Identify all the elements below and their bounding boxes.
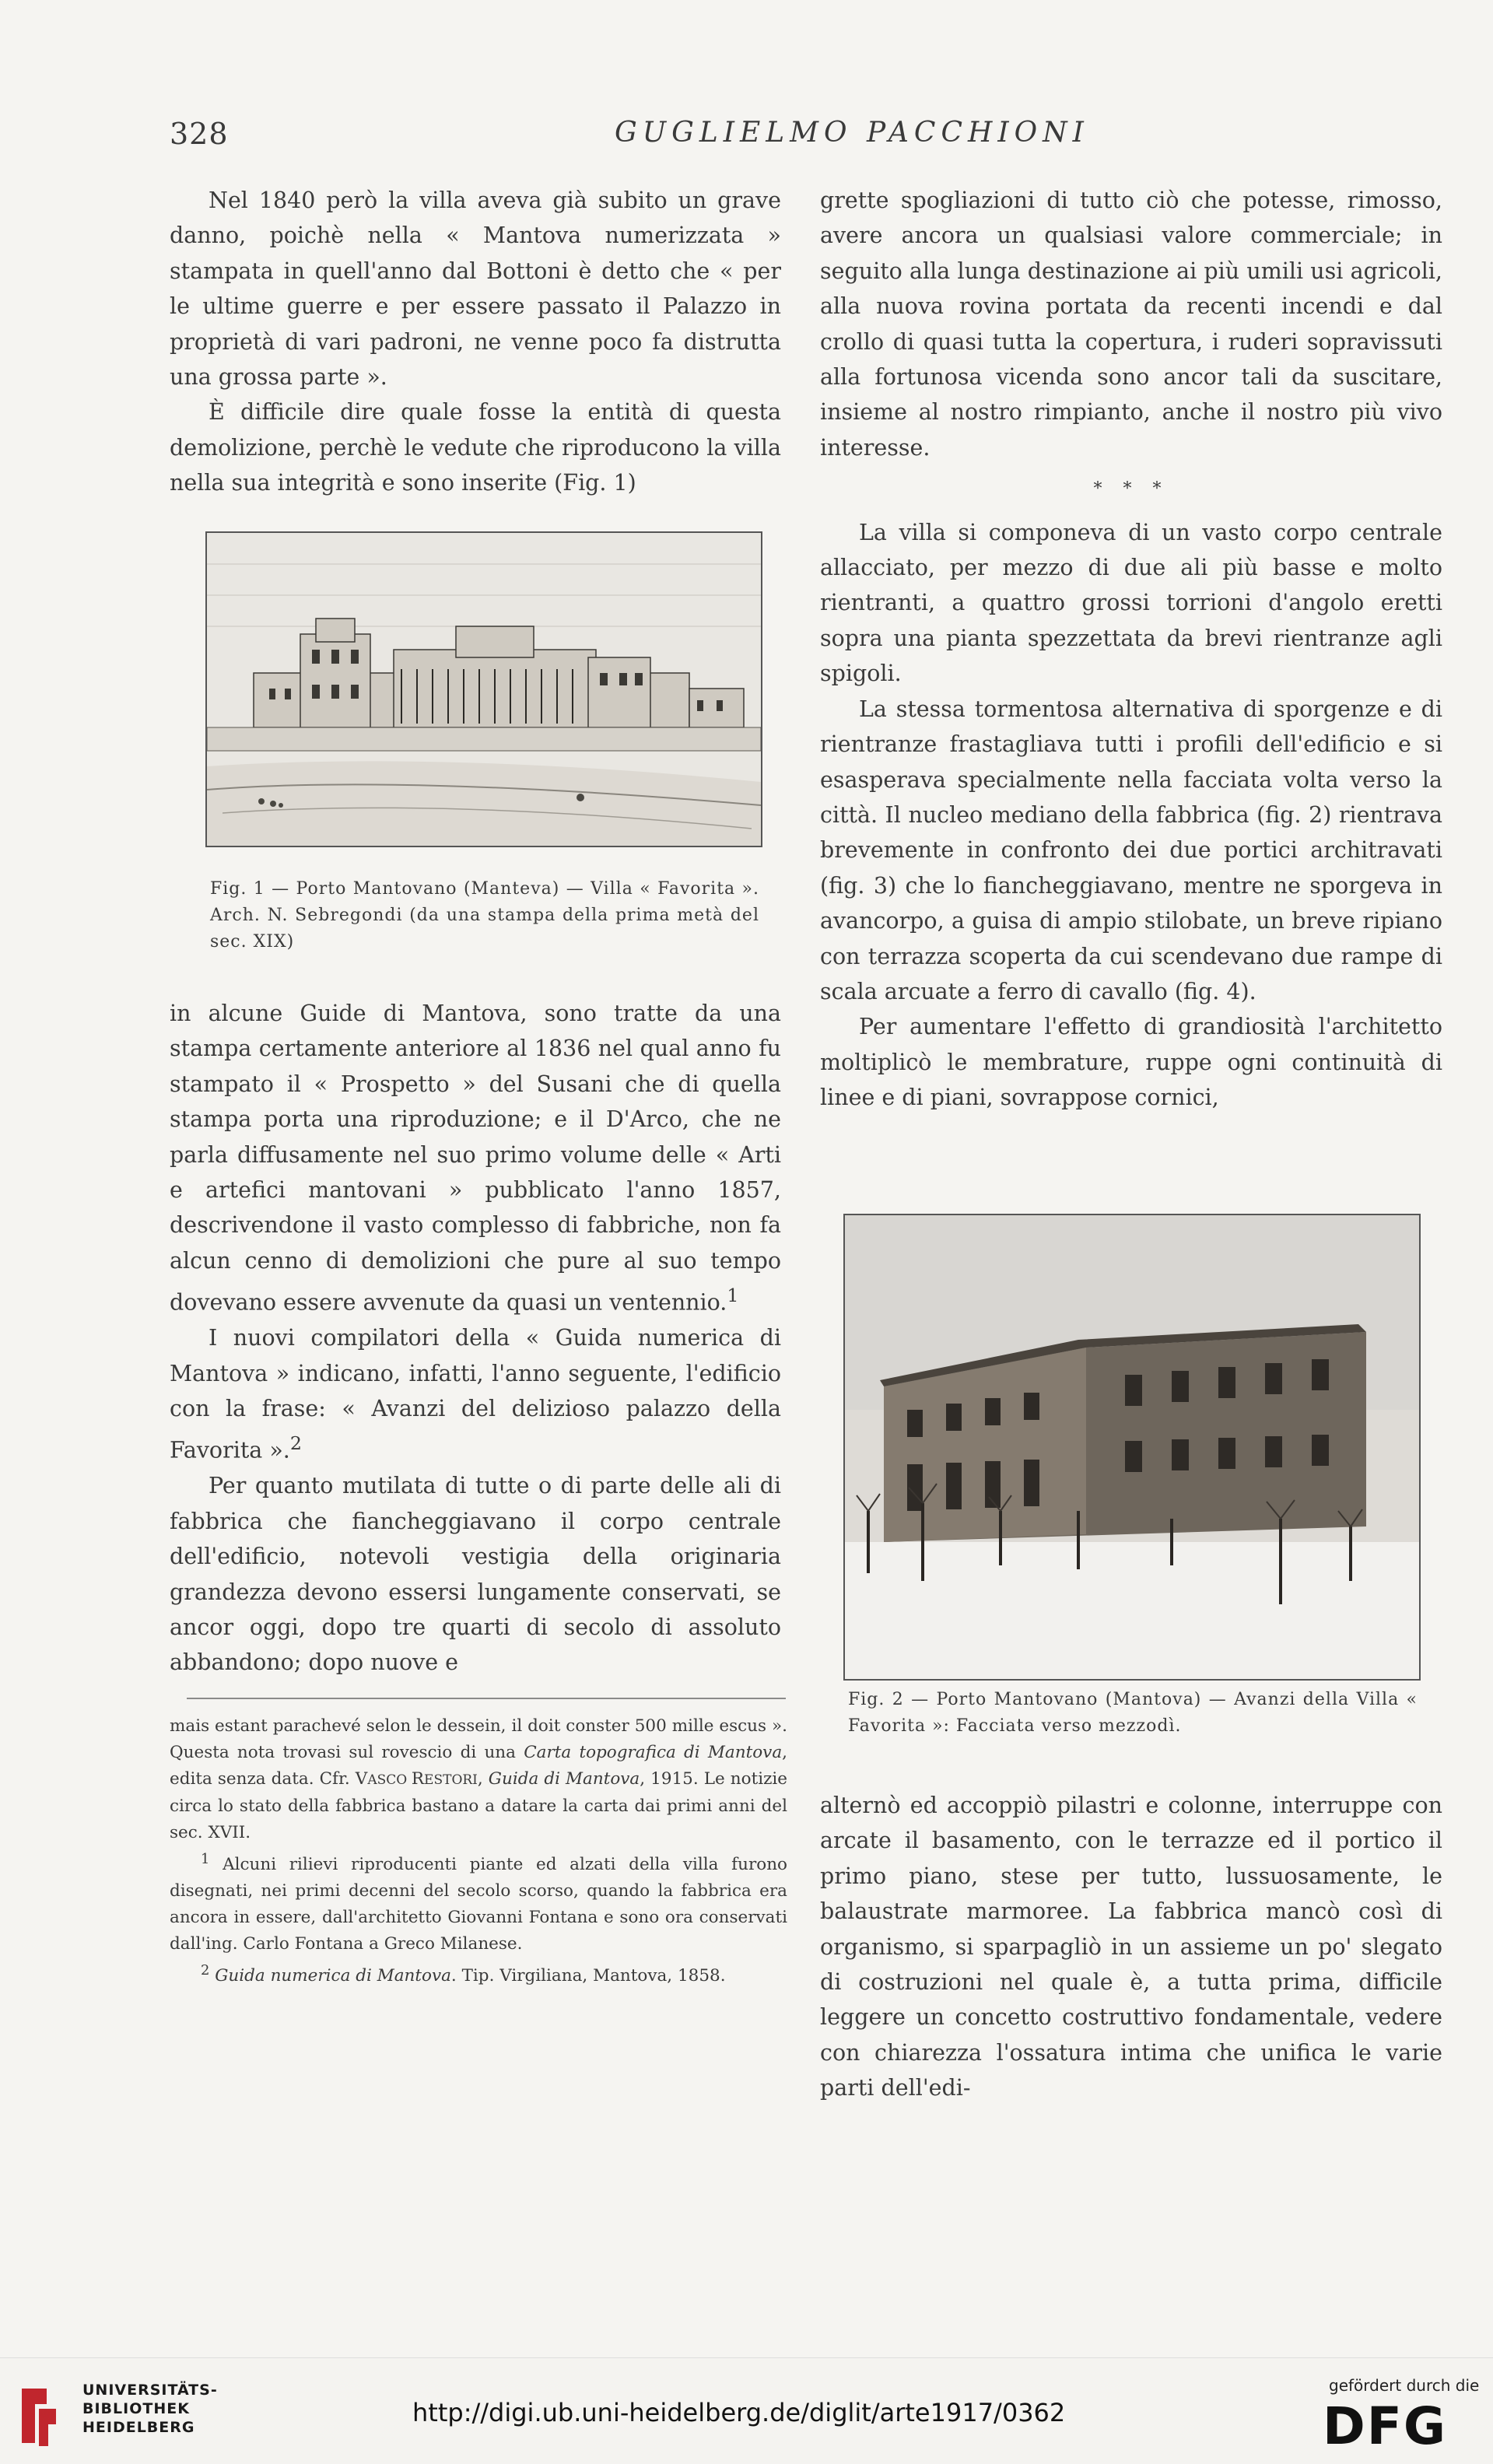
paragraph: La villa si componeva di un vasto corpo centrale allacciato, per mezzo di due ali più basse e molto rientranti, a quattro grossi torrioni d'angolo eretti sopra una pianta spezzettata da brevi rientranze agli spigoli.	[820, 519, 1442, 687]
paragraph: in alcune Guide di Mantova, sono tratte da una stampa certamente anteriore al 1836 nel qual anno fu stampato il « Prospetto » del Susani che di quella stampa porta una riproduzione; e il D'Arco, che ne parla diffusamente nel suo primo volume delle « Arti e artefici mantovani » pubblicato l'anno 1857, descrivendone il vasto complesso di fabbriche, non fa alcun cenno di demolizioni che pure al suo tempo dovevano essere avvenute da quasi un ventennio.$^1$	[170, 1001, 781, 1316]
paragraph: La stessa tormentosa alternativa di sporgenze e di rientranze frastagliava tutti i profili dell'edificio e si esasperava specialmente nella facciata volta verso la città. Il nucleo mediano della fabbrica (fig. 2) rientrava brevemente in confronto dei due portici architravati (fig. 3) che lo fiancheggiavano, mentre ne sporgeva in avancorpo, a guisa di ampio stilobate, un breve ripiano con terrazza scoperta da cui scendevano due rampe di scala arcuate a ferro di cavallo (fig. 4).	[820, 696, 1442, 1004]
university-library-logo-icon	[16, 2381, 62, 2451]
footnote-ref: 1	[727, 1285, 739, 1307]
villa-ruins-photo	[845, 1215, 1419, 1679]
figure-1-engraving	[205, 531, 762, 847]
permalink-link[interactable]: http://digi.ub.uni-heidelberg.de/diglit/arte1917/0362	[412, 2398, 1066, 2427]
footnote-1: $^1$ Alcuni rilievi riproducenti piante ed alzati della villa furono disegnati, nei primi decenni del secolo scorso, quando la fabbrica era ancora in essere, dall'architetto Giovanni Fontana e sono ora conservati dall'ing. Carlo Fontana a Greco Milanese.	[170, 1851, 787, 1954]
figure-1-caption: Fig. 1 — Porto Mantovano (Manteva) — Villa « Favorita ». Arch. N. Sebregondi (da una stampa della prima metà del sec. XIX)	[210, 879, 759, 952]
left-column-bottom	[170, 996, 781, 1681]
page-number: 328	[170, 117, 229, 151]
paragraph: È difficile dire quale fosse la entità di questa demolizione, perchè le vedute che riproducono la villa nella sua integrità e sono inserite (Fig. 1)	[170, 399, 781, 496]
footnote-continuation: mais estant parachevé selon le dessein, il doit conster 500 mille escus ». Questa nota trovasi sul rovescio di una Carta topografica di Mantova, edita senza data. Cfr. VASCO RESTORI, Guida di Mantova, 1915. Le notizie circa lo stato della fabbrica bastano a datare la carta dai primi anni del sec. XVII.	[170, 1716, 788, 1842]
footnote-ref: 2	[289, 1432, 302, 1455]
figure-2-caption: Fig. 2 — Porto Mantovano (Mantova) — Avanzi della Villa « Favorita »: Facciata verso mezzodì.	[848, 1690, 1418, 1736]
paragraph: grette spogliazioni di tutto ciò che potesse, rimosso, avere ancora un qualsiasi valore commerciale; in seguito alla lunga destinazione ai più umili usi agricoli, alla nuova rovina portata da recenti incendi e dal crollo di quasi tutta la copertura, i ruderi sopravissuti alla fortunosa vicenda sono ancor tali da suscitare, insieme al nostro rimpianto, anche il nostro più vivo interesse.	[820, 188, 1442, 461]
footnotes	[170, 1713, 787, 1989]
library-name: UNIVERSITÄTS- BIBLIOTHEK HEIDELBERG	[82, 2382, 218, 2436]
section-separator: * * *	[1093, 479, 1169, 499]
right-column-bottom	[820, 1788, 1442, 2106]
paragraph: Per aumentare l'effetto di grandiosità l'architetto moltiplicò le membrature, ruppe ogni continuità di linee e di piani, sovrappose cornici,	[820, 1014, 1442, 1111]
running-title: GUGLIELMO PACCHIONI	[615, 117, 1089, 149]
paragraph: alternò ed accoppiò pilastri e colonne, interruppe con arcate il basamento, con le terrazze ed il portico il primo piano, stese per tutto, lussuosamente, le balaustrate marmoree. La fabbrica mancò così di organismo, si sparpagliò in un assieme un po' slegato di costruzioni nel quale è, a tutta prima, difficile leggere un concetto costruttivo fondamentale, vedere con chiarezza l'ossatura intima che unifica le varie parti dell'edi-	[820, 1793, 1442, 2101]
paragraph: Per quanto mutilata di tutte o di parte delle ali di fabbrica che fiancheggiavano il corpo centrale dell'edificio, notevoli vestigia della originaria grandezza devono essersi lungamente conservati, se ancor oggi, dopo tre quarti di secolo di assoluto abbandono; dopo nuove e	[170, 1473, 781, 1676]
paragraph: Nel 1840 però la villa aveva già subito un grave danno, poichè nella « Mantova numerizzata » stampata in quell'anno dal Bottoni è detto che « per le ultime guerre e per essere passato il Palazzo in proprietà di vari padroni, ne venne poco fa distrutta una grossa parte ».	[170, 188, 781, 391]
right-column-top	[820, 183, 1442, 1116]
dfg-logo: DFG	[1323, 2396, 1448, 2456]
left-column-top	[170, 183, 781, 501]
figure-2-photo	[843, 1214, 1421, 1681]
paragraph: I nuovi compilatori della « Guida numerica di Mantova » indicano, infatti, l'anno seguente, l'edificio con la frase: « Avanzi del delizioso palazzo della Favorita ».$^2$	[170, 1325, 781, 1463]
footnote-rule	[187, 1698, 786, 1699]
footnote-2: $^2$ Guida numerica di Mantova. Tip. Virgiliana, Mantova, 1858.	[201, 1962, 726, 1986]
sponsor-label: gefördert durch die	[1329, 2376, 1480, 2395]
villa-engraving-image	[207, 533, 761, 846]
